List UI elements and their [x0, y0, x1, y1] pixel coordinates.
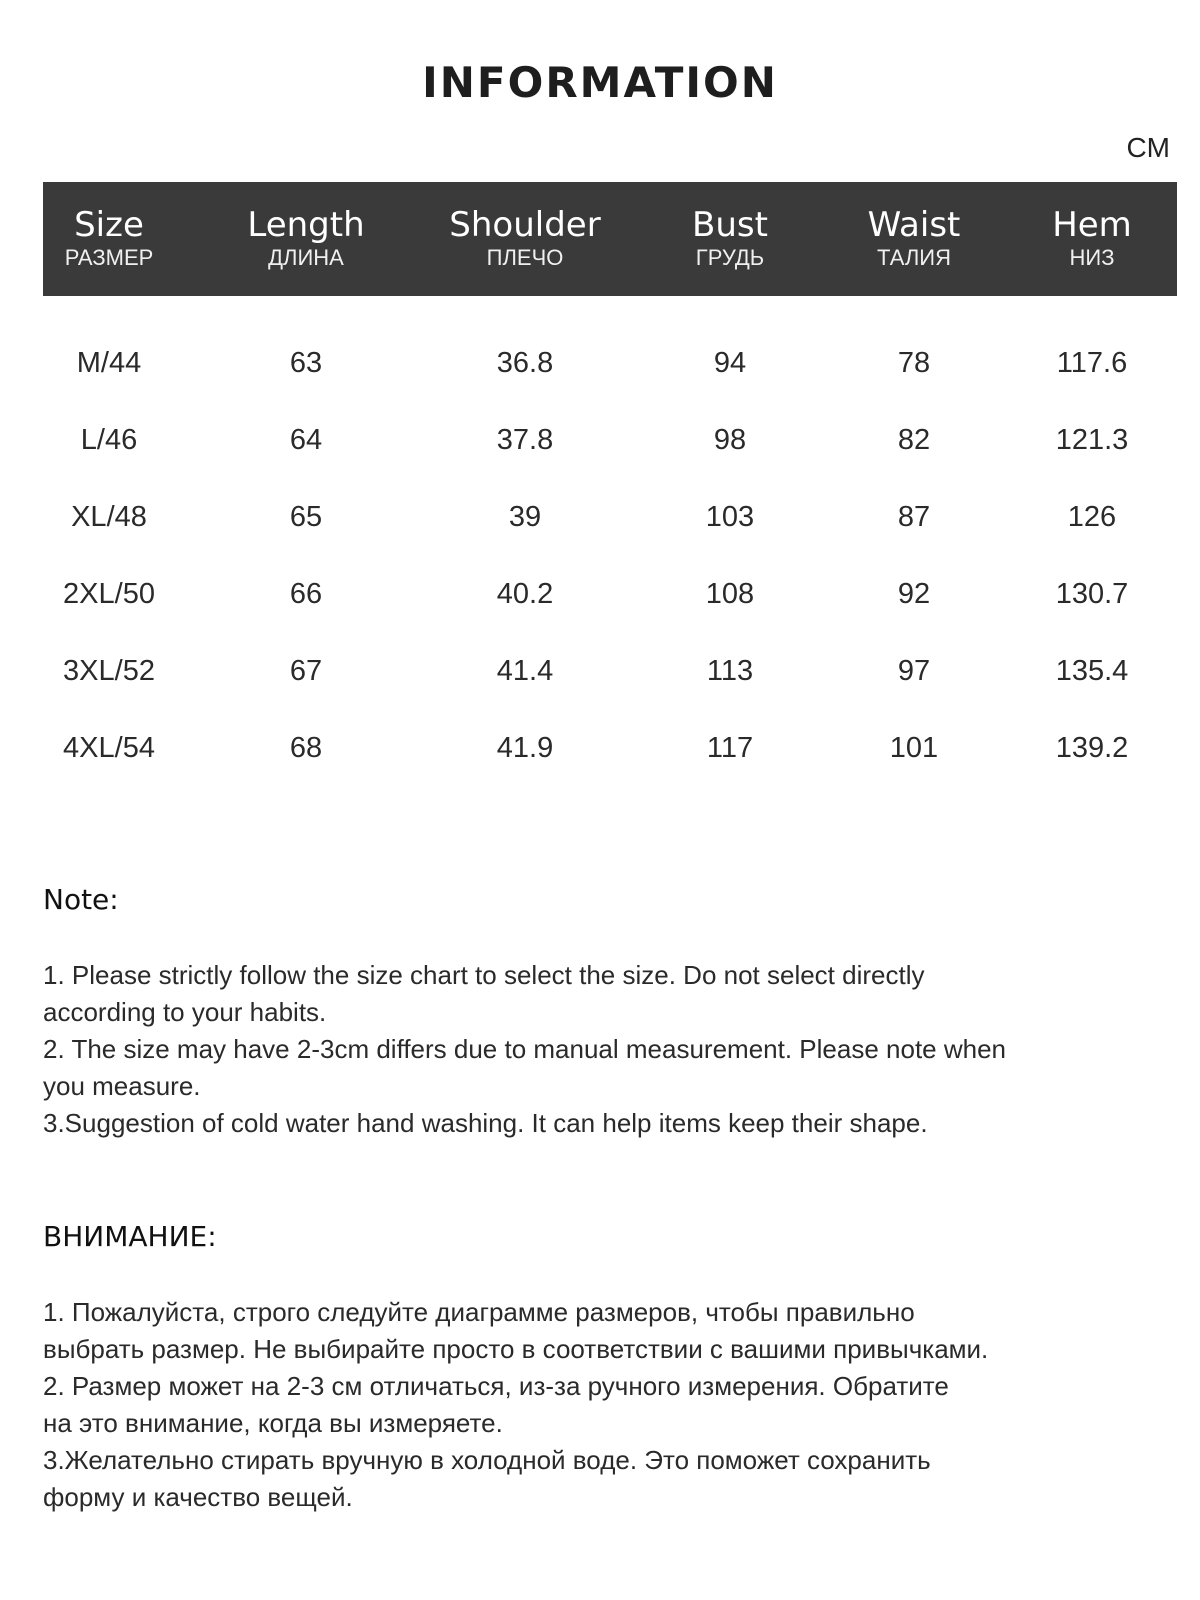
- note-line-ru: 1. Пожалуйста, строго следуйте диаграмме размеров, чтобы правильно: [43, 1297, 915, 1327]
- table-row: [43, 641, 1177, 701]
- note-line-ru: форму и качество вещей.: [43, 1482, 353, 1512]
- table-row: [43, 564, 1177, 624]
- cell-bust: 103: [705, 500, 755, 533]
- note-line-en: you measure.: [43, 1071, 201, 1101]
- cell-length: 64: [289, 423, 323, 456]
- unit-label: CM: [1126, 132, 1170, 163]
- note-line-ru: на это внимание, когда вы измеряете.: [43, 1408, 503, 1438]
- column-header-sublabel: ПЛЕЧО: [486, 245, 564, 270]
- cell-size: M/44: [76, 346, 142, 379]
- note-line-ru: выбрать размер. Не выбирайте просто в соответствии с вашими привычками.: [43, 1334, 989, 1364]
- cell-length: 63: [289, 346, 323, 379]
- cell-size: 2XL/50: [63, 577, 155, 610]
- note-line-en: 2. The size may have 2-3cm differs due to manual measurement. Please note when: [43, 1034, 1007, 1064]
- column-header-label: Hem: [1052, 205, 1132, 245]
- cell-hem: 121.3: [1055, 423, 1129, 456]
- column-header-label: Length: [247, 205, 365, 245]
- cell-length: 65: [289, 500, 323, 533]
- cell-waist: 87: [897, 500, 931, 533]
- cell-size: 3XL/52: [63, 654, 155, 687]
- column-header-sublabel: РАЗМЕР: [64, 245, 154, 270]
- cell-shoulder: 36.8: [496, 346, 554, 379]
- column-header-label: Bust: [692, 205, 768, 245]
- cell-shoulder: 41.9: [496, 731, 554, 764]
- cell-hem: 130.7: [1055, 577, 1129, 610]
- cell-bust: 94: [713, 346, 747, 379]
- column-header-bust: [630, 182, 830, 296]
- cell-bust: 113: [706, 654, 754, 687]
- table-row: [43, 718, 1177, 778]
- page-title: INFORMATION: [422, 58, 778, 107]
- cell-size: 4XL/54: [63, 731, 155, 764]
- note-line-en: 3.Suggestion of cold water hand washing. It can help items keep their shape.: [43, 1108, 928, 1138]
- cell-hem: 126: [1067, 500, 1117, 533]
- cell-waist: 92: [897, 577, 931, 610]
- cell-size: L/46: [80, 423, 138, 456]
- note-line-ru: 2. Размер может на 2-3 см отличаться, из-за ручного измерения. Обратите: [43, 1371, 949, 1401]
- cell-length: 66: [289, 577, 323, 610]
- column-header-sublabel: ДЛИНА: [268, 245, 344, 270]
- cell-waist: 82: [897, 423, 931, 456]
- cell-length: 68: [289, 731, 323, 764]
- cell-bust: 98: [713, 423, 747, 456]
- column-header-label: Size: [74, 205, 144, 245]
- cell-waist: 97: [897, 654, 931, 687]
- cell-length: 67: [289, 654, 323, 687]
- cell-waist: 78: [897, 346, 931, 379]
- column-header-sublabel: НИЗ: [1069, 245, 1115, 270]
- note-line-ru: 3.Желательно стирать вручную в холодной воде. Это поможет сохранить: [43, 1445, 931, 1475]
- table-header: [43, 182, 1177, 296]
- column-header-shoulder: [425, 182, 625, 296]
- note-heading-en: Note:: [43, 883, 119, 916]
- column-header-waist: [814, 182, 1014, 296]
- cell-shoulder: 41.4: [496, 654, 554, 687]
- cell-hem: 135.4: [1055, 654, 1129, 687]
- column-header-length: [206, 182, 406, 296]
- cell-size: XL/48: [71, 500, 147, 533]
- column-header-hem: [992, 182, 1192, 296]
- column-header-label: Shoulder: [449, 205, 601, 245]
- column-header-size: [9, 182, 209, 296]
- cell-shoulder: 39: [508, 500, 542, 533]
- cell-shoulder: 37.8: [496, 423, 554, 456]
- note-heading-ru: ВНИМАНИЕ:: [43, 1220, 217, 1253]
- column-header-label: Waist: [867, 205, 961, 245]
- column-header-sublabel: ТАЛИЯ: [876, 245, 951, 270]
- table-row: [43, 333, 1177, 393]
- note-line-en: according to your habits.: [43, 997, 327, 1027]
- cell-bust: 117: [706, 731, 754, 764]
- table-row: [43, 487, 1177, 547]
- cell-bust: 108: [705, 577, 755, 610]
- cell-waist: 101: [889, 731, 939, 764]
- note-line-en: 1. Please strictly follow the size chart to select the size. Do not select directly: [43, 960, 925, 990]
- table-row: [43, 410, 1177, 470]
- cell-shoulder: 40.2: [496, 577, 554, 610]
- column-header-sublabel: ГРУДЬ: [695, 245, 765, 270]
- cell-hem: 117.6: [1056, 346, 1128, 379]
- cell-hem: 139.2: [1055, 731, 1129, 764]
